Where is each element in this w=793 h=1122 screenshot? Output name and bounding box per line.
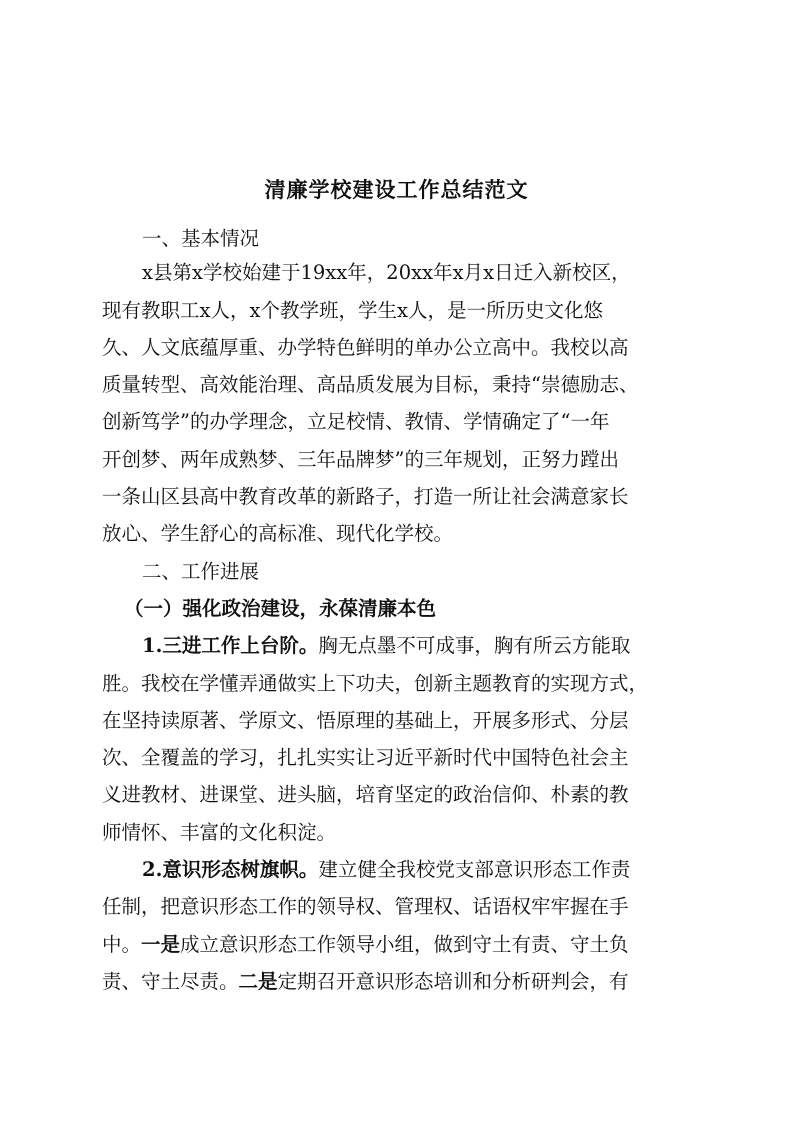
item-text: 责、守土尽责。 [102, 970, 239, 993]
item-first-line [142, 860, 630, 880]
document-title: 清廉学校建设工作总结范文 [264, 177, 529, 202]
paragraph-line: 胜。我校在学懂弄通做实上下功夫，创新主题教育的实现方式， [102, 672, 649, 695]
section-heading-progress: 二、工作进展 [142, 560, 260, 583]
item-text: 胸无点墨不可成事，胸有所云方能取 [318, 634, 631, 657]
item-first-line [142, 636, 630, 656]
item-text: 成立意识形态工作领导小组，做到守土有责、守土负 [180, 933, 629, 956]
paragraph-line: 质量转型、高效能治理、高品质发展为目标，秉持“崇德励志、 [102, 373, 639, 396]
paragraph-line: 义进教材、进课堂、进头脑，培育坚定的政治信仰、朴素的教 [102, 783, 629, 806]
paragraph-line: 任制，把意识形态工作的领导权、管理权、话语权牢牢握在手 [102, 895, 629, 918]
item-text: 建立健全我校党支部意识形态工作责 [318, 858, 631, 881]
item-text: 中。 [102, 933, 142, 956]
paragraph-line: 在坚持读原著、学原文、悟原理的基础上，开展多形式、分层 [102, 709, 629, 732]
emphasis-mark: 二是 [238, 970, 278, 993]
item-lead: 1.三进工作上台阶。 [142, 634, 319, 657]
paragraph-line [102, 935, 629, 955]
paragraph-line: 次、全覆盖的学习，扎扎实实让习近平新时代中国特色社会主 [102, 746, 629, 769]
paragraph-line [102, 972, 629, 992]
paragraph-line: 放心、学生舒心的高标准、现代化学校。 [102, 522, 454, 545]
emphasis-mark: 一是 [141, 933, 181, 956]
section-heading-basic: 一、基本情况 [142, 227, 260, 250]
item-lead: 2.意识形态树旗帜。 [142, 858, 319, 881]
paragraph-line: x县第x学校始建于19xx年，20xx年x月x日迁入新校区， [142, 261, 631, 284]
paragraph-line: 创新笃学”的办学理念，立足校情、教情、学情确定了“一年 [102, 410, 610, 433]
paragraph-line: 开创梦、两年成熟梦、三年品牌梦”的三年规划，正努力蹚出 [102, 448, 619, 471]
paragraph-line: 现有教职工x人，x个教学班，学生x人，是一所历史文化悠 [102, 299, 603, 322]
item-text: 定期召开意识形态培训和分析研判会，有 [277, 970, 629, 993]
paragraph-line: 师情怀、丰富的文化积淀。 [102, 821, 337, 844]
paragraph-line: 久、人文底蕴厚重、办学特色鲜明的单办公立高中。我校以高 [102, 336, 629, 359]
subsection-heading: （一）强化政治建设，永葆清廉本色 [124, 597, 437, 620]
paragraph-line: 一条山区县高中教育改革的新路子，打造一所让社会满意家长 [102, 485, 629, 508]
